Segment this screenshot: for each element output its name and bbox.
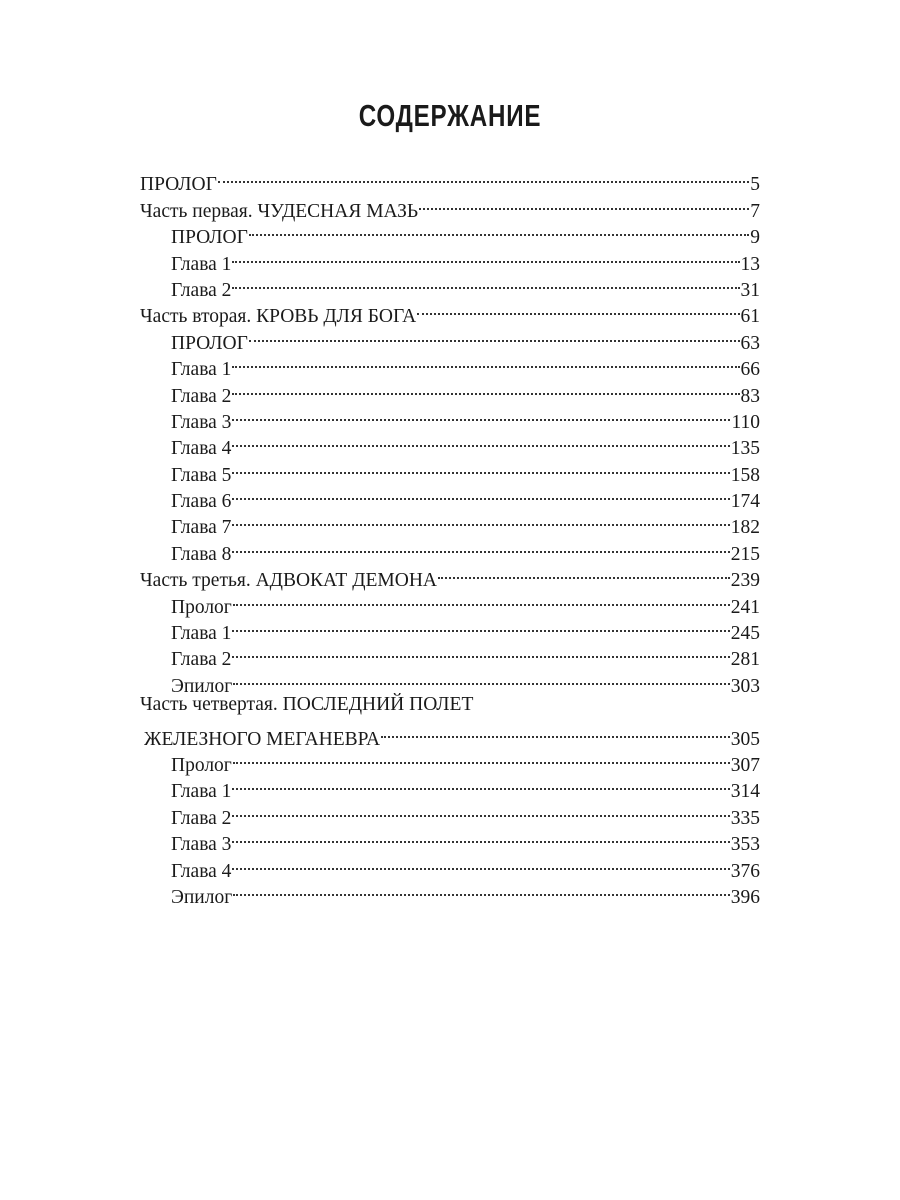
toc-entry — [140, 243, 760, 275]
toc-entry — [140, 692, 760, 718]
toc-entry — [140, 586, 760, 618]
toc-entry-page: 241 — [730, 596, 760, 618]
toc-entry-label: ПРОЛОГ — [171, 227, 248, 249]
toc-entry-label: Глава 8 — [171, 543, 232, 565]
toc-entry-label: Глава 2 — [171, 807, 232, 829]
toc-entry-label: Глава 5 — [171, 464, 232, 486]
toc-entry — [140, 877, 760, 908]
toc-entry — [140, 771, 760, 803]
toc-entry-page: 376 — [730, 860, 760, 882]
toc-entry-label: ПРОЛОГ — [140, 174, 217, 196]
toc-entry — [140, 850, 760, 882]
dot-leader — [232, 533, 729, 559]
toc-entry-label: Глава 1 — [171, 253, 232, 275]
toc-entry-page: 245 — [730, 623, 760, 645]
toc-entry — [140, 375, 760, 407]
toc-entry-page: 63 — [740, 332, 760, 354]
toc-entry-label: Часть третья. АДВОКАТ ДЕМОНА — [140, 570, 438, 592]
page-title: СОДЕРЖАНИЕ — [358, 98, 542, 133]
toc-entry-page: 215 — [730, 543, 760, 565]
toc-entry — [140, 665, 760, 697]
toc-entry-label: Пролог — [171, 754, 232, 776]
toc-entry-page: 303 — [730, 675, 760, 697]
toc-entry — [140, 454, 760, 486]
toc-entry-page: 314 — [730, 781, 760, 803]
toc-entry — [140, 824, 760, 856]
toc-entry — [140, 296, 760, 328]
toc-entry — [140, 639, 760, 671]
toc-entry-label: Глава 3 — [171, 834, 232, 856]
toc-entry-page: 31 — [740, 279, 760, 301]
toc-entry — [140, 481, 760, 513]
toc-entry-label: Глава 3 — [171, 411, 232, 433]
toc-entry-page: 281 — [730, 649, 760, 671]
toc-entry — [140, 428, 760, 460]
dot-leader — [233, 877, 730, 903]
dot-leader — [417, 296, 739, 322]
dot-leader — [232, 349, 739, 375]
toc-entry-label: Глава 4 — [171, 860, 232, 882]
toc-entry-label: Глава 2 — [171, 649, 232, 671]
toc-entry — [140, 507, 760, 539]
toc-entry — [140, 533, 760, 565]
dot-leader — [233, 745, 730, 771]
toc-entry-page: 174 — [730, 491, 760, 513]
dot-leader — [232, 850, 729, 876]
toc-entry-page: 182 — [730, 517, 760, 539]
dot-leader — [218, 164, 749, 190]
toc-entry — [140, 613, 760, 645]
toc-entry-page: 7 — [750, 200, 760, 222]
toc-entry-page: 396 — [730, 886, 760, 908]
toc-entry — [140, 270, 760, 301]
dot-leader — [232, 402, 730, 428]
toc-entry — [140, 797, 760, 829]
dot-leader — [232, 375, 739, 401]
dot-leader — [232, 481, 729, 507]
toc-entry-page: 13 — [740, 253, 760, 275]
toc-entry-page: 135 — [730, 438, 760, 460]
dot-leader — [249, 322, 740, 348]
toc-entry-page: 5 — [750, 174, 760, 196]
toc-entry-page: 61 — [740, 306, 760, 328]
dot-leader — [419, 190, 749, 216]
dot-leader — [232, 243, 739, 269]
toc-entry — [140, 164, 760, 196]
toc-entry-label: Глава 1 — [171, 781, 232, 803]
toc-entry-label: ЖЕЛЕЗНОГО МЕГАНЕВРА — [144, 728, 381, 750]
toc-entry-label: Пролог — [171, 596, 232, 618]
toc-entry-label: Часть первая. ЧУДЕСНАЯ МАЗЬ — [140, 200, 419, 222]
dot-leader — [232, 270, 739, 296]
toc-entry-page: 307 — [730, 754, 760, 776]
toc-entry-label: Глава 2 — [171, 385, 232, 407]
toc-entry — [140, 190, 760, 222]
toc-entry-page: 158 — [730, 464, 760, 486]
toc-entry — [140, 560, 760, 592]
toc-entry — [140, 402, 760, 433]
toc-entry-label: Глава 1 — [171, 359, 232, 381]
toc-entry-label: Глава 6 — [171, 491, 232, 513]
toc-entry — [140, 718, 760, 750]
dot-leader — [381, 718, 730, 744]
dot-leader — [233, 665, 730, 691]
toc-entry-label: Часть вторая. КРОВЬ ДЛЯ БОГА — [140, 306, 417, 328]
dot-leader — [232, 428, 729, 454]
dot-leader — [438, 560, 730, 586]
toc-entry-label: Часть четвертая. ПОСЛЕДНИЙ ПОЛЕТ — [140, 693, 474, 715]
toc-entry-page: 335 — [730, 807, 760, 829]
dot-leader — [232, 507, 729, 533]
toc-entry-page: 9 — [750, 227, 760, 249]
toc-entry-label: Глава 4 — [171, 438, 232, 460]
dot-leader — [232, 797, 729, 823]
toc-entry-label: Эпилог — [171, 886, 233, 908]
toc-entry-label: ПРОЛОГ — [171, 332, 248, 354]
dot-leader — [233, 586, 730, 612]
toc-entry-page: 353 — [730, 834, 760, 856]
toc-entry-page: 110 — [731, 411, 760, 433]
toc-entry-page: 239 — [730, 570, 760, 592]
dot-leader — [249, 217, 749, 243]
dot-leader — [232, 771, 729, 797]
toc-entry-label: Эпилог — [171, 675, 233, 697]
toc-entry — [140, 349, 760, 381]
dot-leader — [232, 824, 729, 850]
toc-entry-page: 83 — [740, 385, 760, 407]
toc-entry — [140, 745, 760, 776]
dot-leader — [232, 613, 729, 639]
toc-entry-page: 66 — [740, 359, 760, 381]
toc-entry-label: Глава 7 — [171, 517, 232, 539]
dot-leader — [232, 454, 729, 480]
dot-leader — [232, 639, 729, 665]
toc-entry-page: 305 — [730, 728, 760, 750]
toc-entry-label: Глава 1 — [171, 623, 232, 645]
table-of-contents — [140, 164, 760, 908]
toc-entry-label: Глава 2 — [171, 279, 232, 301]
